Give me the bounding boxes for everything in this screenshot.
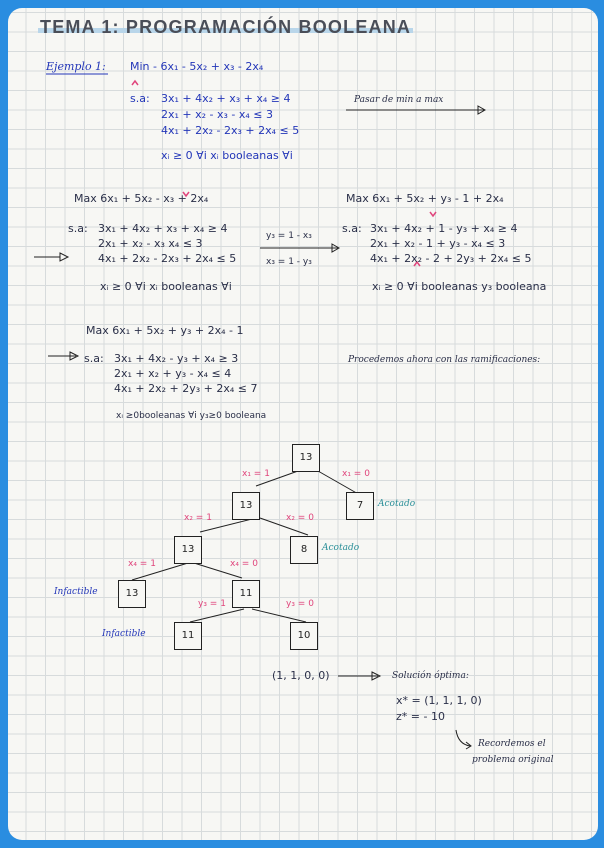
- pink-mark: [430, 212, 436, 216]
- x-star: x* = (1, 1, 1, 0): [396, 694, 482, 707]
- edge-label: x₄ = 0: [230, 559, 258, 569]
- status-label: Acotado: [322, 543, 360, 553]
- substitution-bottom: x₃ = 1 - y₃: [266, 257, 312, 267]
- max1-sa: s.a:: [68, 222, 88, 235]
- recall-note: problema original: [472, 755, 554, 765]
- tree-node: 13: [174, 536, 202, 564]
- tree-node-root: 13: [292, 444, 320, 472]
- tree-node: 13: [118, 580, 146, 608]
- z-star: z* = - 10: [396, 710, 445, 723]
- status-label: Acotado: [378, 499, 416, 509]
- max2-objective: Max 6x₁ + 5x₂ + y₃ - 1 + 2x₄: [346, 192, 504, 205]
- example-sa: s.a:: [130, 92, 150, 105]
- example-label: Ejemplo 1:: [46, 60, 106, 73]
- drawing-layer: [8, 8, 598, 840]
- substitution-top: y₃ = 1 - x₃: [266, 231, 312, 241]
- pink-mark: [132, 81, 138, 85]
- max1-objective: Max 6x₁ + 5x₂ - x₃ + 2x₄: [74, 192, 209, 205]
- solution-label: Solución óptima:: [392, 671, 469, 681]
- example-constraint: 4x₁ + 2x₂ - 2x₃ + 2x₄ ≤ 5: [161, 124, 300, 137]
- edge-label: y₃ = 0: [286, 599, 314, 609]
- example-constraint: 3x₁ + 4x₂ + x₃ + x₄ ≥ 4: [161, 92, 291, 105]
- max2-constraint: 2x₁ + x₂ - 1 + y₃ - x₄ ≤ 3: [370, 237, 506, 250]
- max2-sa: s.a:: [342, 222, 362, 235]
- max3-constraint: 3x₁ + 4x₂ - y₃ + x₄ ≥ 3: [114, 352, 239, 365]
- edge-label: y₃ = 1: [198, 599, 226, 609]
- max1-constraint: 4x₁ + 2x₂ - 2x₃ + 2x₄ ≤ 5: [98, 252, 237, 265]
- arrow-head: [60, 253, 68, 261]
- edge-label: x₁ = 1: [242, 469, 270, 479]
- recall-note: Recordemos el: [478, 739, 546, 749]
- max2-domain: xᵢ ≥ 0 ∀i booleanas y₃ booleana: [372, 280, 547, 293]
- edge-label: x₂ = 0: [286, 513, 314, 523]
- status-label: Infactible: [54, 587, 98, 597]
- max1-constraint: 3x₁ + 4x₂ + x₃ + x₄ ≥ 4: [98, 222, 228, 235]
- example-objective: Min - 6x₁ - 5x₂ + x₃ - 2x₄: [130, 60, 264, 73]
- tree-node: 11: [232, 580, 260, 608]
- tree-node: 7: [346, 492, 374, 520]
- max3-sa: s.a:: [84, 352, 104, 365]
- max3-constraint: 2x₁ + x₂ + y₃ - x₄ ≤ 4: [114, 367, 232, 380]
- edge-label: x₄ = 1: [128, 559, 156, 569]
- edge-label: x₁ = 0: [342, 469, 370, 479]
- example-constraint: 2x₁ + x₂ - x₃ - x₄ ≤ 3: [161, 108, 274, 121]
- page-title: TEMA 1: PROGRAMACIÓN BOOLEANA: [40, 17, 412, 37]
- notebook-page: [8, 8, 598, 840]
- edge-label: x₂ = 1: [184, 513, 212, 523]
- max3-domain: xᵢ ≥0booleanas ∀i y₃≥0 booleana: [116, 411, 267, 421]
- max2-constraint: 4x₁ + 2x₂ - 2 + 2y₃ + 2x₄ ≤ 5: [370, 252, 532, 265]
- max1-domain: xᵢ ≥ 0 ∀i xᵢ booleanas ∀i: [100, 280, 232, 293]
- example-domain: xᵢ ≥ 0 ∀i xᵢ booleanas ∀i: [161, 149, 293, 162]
- min-to-max-note: Pasar de min a max: [354, 95, 444, 105]
- max2-constraint: 3x₁ + 4x₂ + 1 - y₃ + x₄ ≥ 4: [370, 222, 518, 235]
- tree-node: 8: [290, 536, 318, 564]
- tree-node: 10: [290, 622, 318, 650]
- branching-note: Procedemos ahora con las ramificaciones:: [348, 355, 541, 365]
- tree-node: 11: [174, 622, 202, 650]
- status-label: Infactible: [102, 629, 146, 639]
- max3-objective: Max 6x₁ + 5x₂ + y₃ + 2x₄ - 1: [86, 324, 244, 337]
- max3-constraint: 4x₁ + 2x₂ + 2y₃ + 2x₄ ≤ 7: [114, 382, 258, 395]
- tree-node: 13: [232, 492, 260, 520]
- solution-vector: (1, 1, 0, 0): [272, 669, 330, 682]
- max1-constraint: 2x₁ + x₂ - x₃ x₄ ≤ 3: [98, 237, 203, 250]
